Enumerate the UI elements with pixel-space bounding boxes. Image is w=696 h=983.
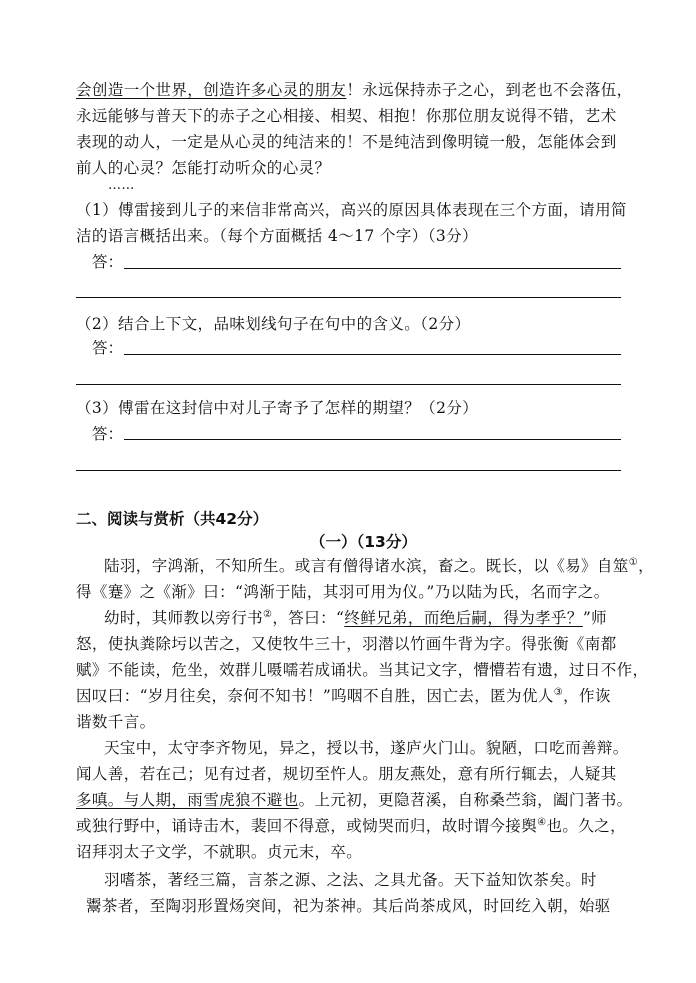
footnote-4: ④	[537, 816, 547, 828]
article-p1-line-2: 得《蹇》之《渐》曰：“鸿渐于陆，其羽可用为仪。”乃以陆为氏，名而字之。	[76, 583, 610, 601]
section-title: 二、阅读与赏析（共42分）	[76, 510, 269, 528]
article-p2-line-1: 幼时，其师教以旁行书②，答曰：“终鲜兄弟，而绝后嗣，得为孝乎？”师	[104, 608, 608, 627]
article-p2-line-5: 谐数千言。	[76, 713, 156, 731]
passage-line-3: 表现的动人，一定是从心灵的纯洁来的！不是纯洁到像明镜一般，怎能体会到	[76, 133, 617, 151]
footnote-3: ③	[553, 686, 564, 698]
passage-line-4: 前人的心灵？怎能打动听众的心灵？	[76, 159, 331, 177]
answer-label-3: 答：	[92, 425, 124, 443]
article-p3-line-2: 闻人善，若在己；见有过者，规切至忤人。朋友燕处，意有所行辄去，人疑其	[76, 765, 617, 783]
underlined-sentence: 会创造一个世界，创造许多心灵的朋友	[76, 81, 347, 99]
footnote-2: ②	[263, 608, 273, 620]
question-3: （3）傅雷在这封信中对儿子寄予了怎样的期望？（2分）	[76, 399, 479, 417]
question-1-line-2: 洁的语言概括出来。（每个方面概括 4～17 个字）（3分）	[76, 227, 478, 245]
answer-line-2b[interactable]	[76, 384, 621, 385]
underlined-sentence-3: 多嗔。与人期，雨雪虎狼不避也	[76, 791, 299, 809]
underlined-sentence-2: 终鲜兄弟，而绝后嗣，得为孝乎？	[344, 609, 583, 627]
question-2: （2）结合上下文，品味划线句子在句中的含义。（2分）	[76, 315, 471, 333]
article-p3-line-4: 或独行野中，诵诗击木，裴回不得意，或恸哭而归，故时谓今接舆④也。久之，	[76, 816, 626, 835]
question-1-line-1: （1）傅雷接到儿子的来信非常高兴，高兴的原因具体表现在三个方面，请用简	[76, 201, 627, 219]
answer-line-3a[interactable]	[124, 439, 621, 440]
article-p2-line-3: 赋》不能读，危坐，效群儿嗫嚅若成诵状。当其记文字，懵懵若有遗，过日不作，	[76, 661, 649, 679]
passage-line-1: 会创造一个世界，创造许多心灵的朋友！永远保持赤子之心，到老也不会落伍，	[76, 81, 633, 99]
passage-line-2: 永远能够与普天下的赤子之心相接、相契、相抱！你那位朋友说得不错，艺术	[76, 107, 617, 125]
answer-line-1a[interactable]	[124, 268, 621, 269]
answer-line-1b[interactable]	[76, 297, 621, 298]
article-p3-line-5: 诏拜羽太子文学，不就职。贞元末，卒。	[76, 843, 363, 861]
article-p4-line-1: 羽嗜茶，著经三篇，言茶之源、之法、之具尤备。天下益知饮茶矣。时	[104, 871, 597, 889]
answer-line-3b[interactable]	[76, 470, 621, 471]
article-p3-line-1: 天宝中，太守李齐物见，异之，授以书，遂庐火门山。貌陋，口吃而善辩。	[104, 739, 629, 757]
article-p1-line-1: 陆羽，字鸿渐，不知所生。或言有僧得诸水滨，畜之。既长，以《易》自筮①，	[104, 556, 654, 575]
answer-line-2a[interactable]	[124, 354, 621, 355]
footnote-1: ①	[628, 556, 639, 568]
subsection-title: （一）（13分）	[310, 533, 417, 551]
article-p3-line-3: 多嗔。与人期，雨雪虎狼不避也。上元初，更隐苕溪，自称桑苎翁，阖门著书。	[76, 791, 633, 809]
article-p2-line-2: 怒，使执粪除圬以苦之，又使牧牛三十，羽潜以竹画牛背为字。得张衡《南都	[76, 635, 617, 653]
answer-label-1: 答：	[92, 253, 124, 271]
answer-label-2: 答：	[92, 339, 124, 357]
ellipsis: ……	[108, 178, 135, 193]
article-p4-line-2: 鬻茶者，至陶羽形置炀突间，祀为茶神。其后尚茶成风，时回纥入朝，始驱	[86, 897, 611, 915]
article-p2-line-4: 因叹曰：“岁月往矣，奈何不知书！”呜咽不自胜，因亡去，匿为优人③，作诙	[76, 686, 611, 705]
